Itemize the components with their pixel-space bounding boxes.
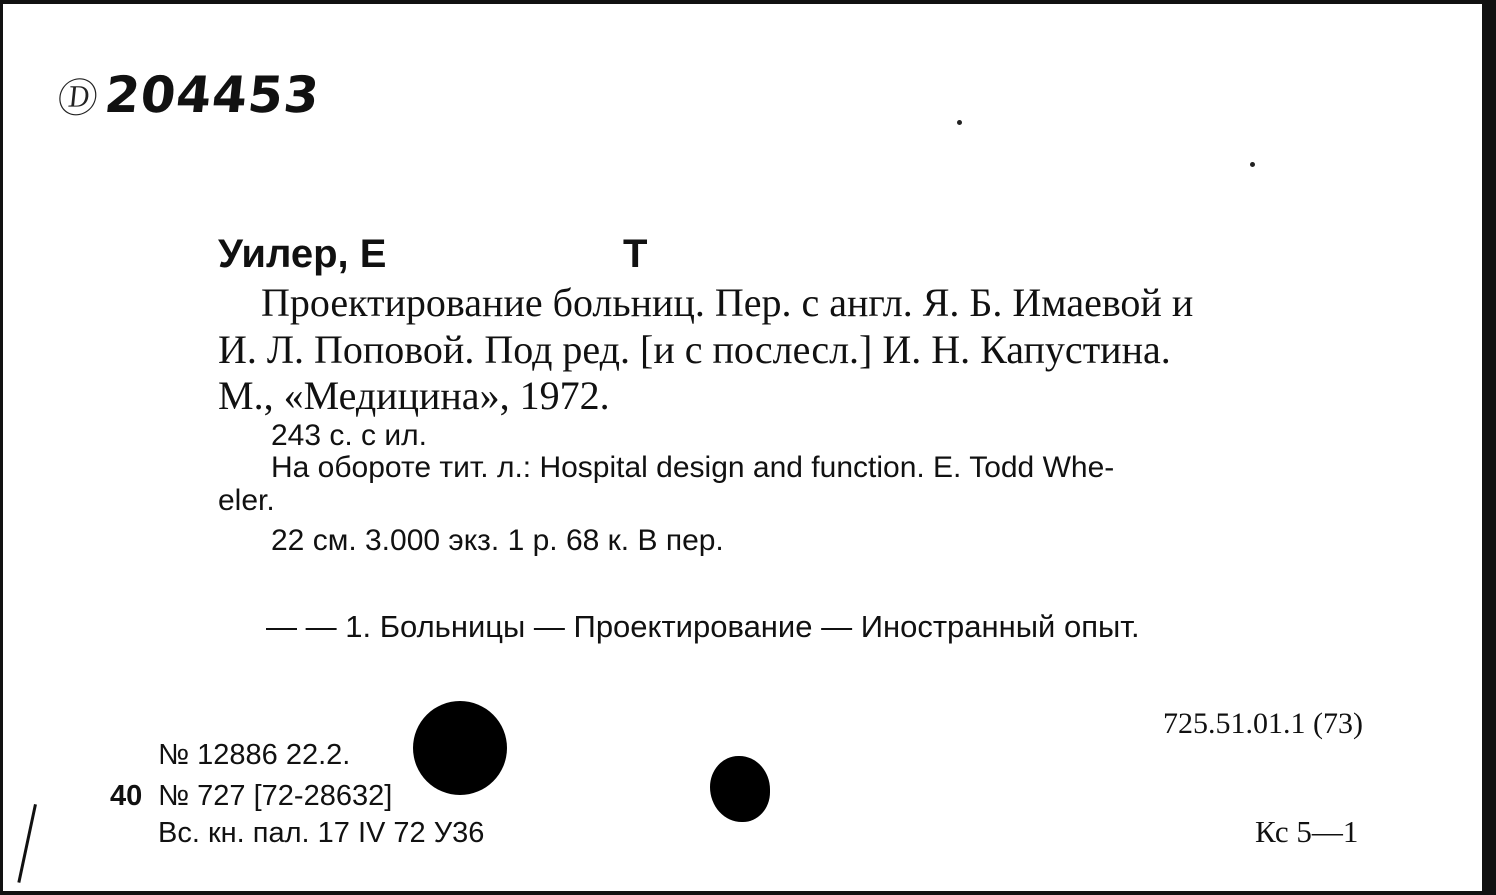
punch-hole <box>710 756 770 822</box>
registration-line: № 12886 22.2. <box>158 739 351 771</box>
inventory-number <box>55 66 323 124</box>
chamber-line: Вс. кн. пал. 17 IV 72 У36 <box>158 817 485 849</box>
inventory-mark: Ⓓ <box>55 76 101 122</box>
udc-index: 725.51.01.1 (73) <box>1163 707 1363 740</box>
title-line: М., «Медицина», 1972. <box>218 373 610 418</box>
inventory-number-text: 204453 <box>101 66 323 124</box>
registration-prefix: 40 <box>110 780 143 812</box>
title-line: Проектирование больниц. Пер. с англ. Я. Б. Имаевой и <box>261 280 1194 325</box>
original-title-note-cont: eler. <box>218 484 275 517</box>
title-line: И. Л. Поповой. Под ред. [и с послесл.] И. Н. Капустина. <box>218 327 1171 372</box>
ink-speck <box>1250 162 1255 167</box>
format-line: 22 см. 3.000 экз. 1 р. 68 к. В пер. <box>271 524 724 557</box>
pen-scratch <box>17 804 37 883</box>
punch-hole <box>413 701 507 795</box>
ink-speck <box>957 120 962 125</box>
author-name: Уилер, Е <box>218 232 387 276</box>
classification-code: Кс 5—1 <box>1255 814 1359 849</box>
author-initial: Т <box>623 232 648 276</box>
subject-heading: — — 1. Больницы — Проектирование — Иностранный опыт. <box>266 609 1140 644</box>
registration-number: № 727 [72-28632] <box>158 780 393 812</box>
page-count: 243 с. с ил. <box>271 419 427 452</box>
original-title-note: На обороте тит. л.: Hospital design and function. E. Todd Whe- <box>271 451 1115 484</box>
